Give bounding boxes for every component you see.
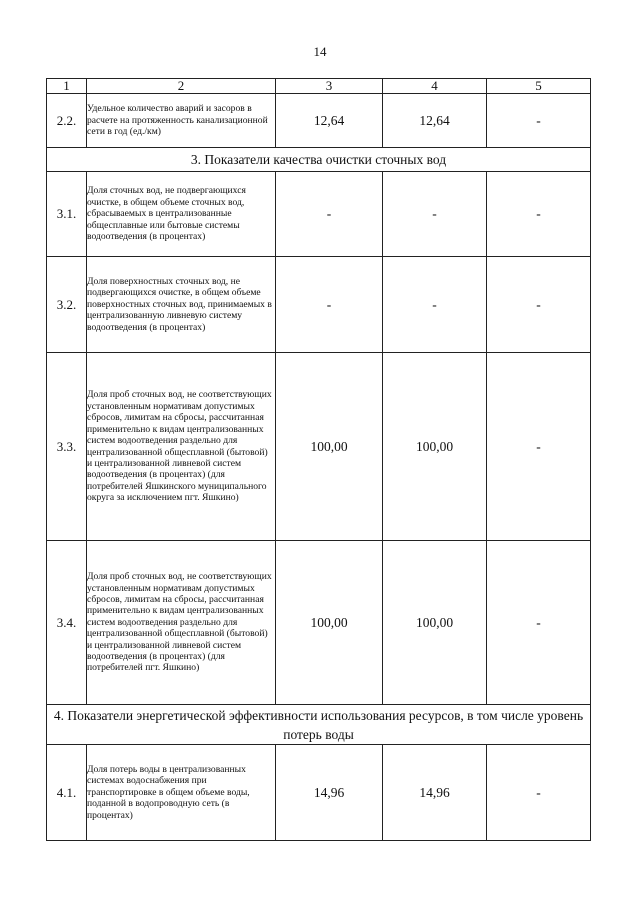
- indicators-table: [46, 78, 591, 841]
- indicator-name: Доля проб сточных вод, не соответствующих установленным нормативам допустимых сбросов, лимитам на сбросы, рассчитанная применительно к видам централизованных систем водоотведения раздельно для централизованной общесплавной (бытовой) и централизованной ливневой систем водоотведения (в процентах) (для потребителей Яшкинского муниципального округа за исключением пгт. Яшкино): [87, 353, 276, 541]
- row-number: 3.2.: [47, 257, 87, 353]
- indicator-name: Доля поверхностных сточных вод, не подвергающихся очистке, в общем объеме поверхностных сточных вод, принимаемых в централизованную ливневую систему водоотведения (в процентах): [87, 257, 276, 353]
- table-row-4-1: [47, 745, 591, 841]
- header-cell-5: 5: [487, 79, 591, 94]
- value-col-4: 14,96: [383, 745, 487, 841]
- value-col-3: 12,64: [276, 94, 383, 148]
- value-col-3: 100,00: [276, 353, 383, 541]
- header-cell-3: 3: [276, 79, 383, 94]
- value-col-3: 100,00: [276, 541, 383, 705]
- value-col-4: 100,00: [383, 541, 487, 705]
- row-number: 2.2.: [47, 94, 87, 148]
- section-row-4: [47, 705, 591, 745]
- value-col-4: 100,00: [383, 353, 487, 541]
- value-col-5: -: [487, 541, 591, 705]
- section-title: 4. Показатели энергетической эффективности использования ресурсов, в том числе уровень потерь воды: [47, 705, 591, 745]
- value-col-3: -: [276, 172, 383, 257]
- header-cell-2: 2: [87, 79, 276, 94]
- indicator-name: Доля проб сточных вод, не соответствующих установленным нормативам допустимых сбросов, лимитам на сбросы, рассчитанная применительно к видам централизованных систем водоотведения раздельно для централизованной общесплавной (бытовой) и централизованной ливневой систем водоотведения (в процентах) (для потребителей пгт. Яшкино): [87, 541, 276, 705]
- row-number: 3.4.: [47, 541, 87, 705]
- header-cell-1: 1: [47, 79, 87, 94]
- table-row-3-2: [47, 257, 591, 353]
- value-col-3: -: [276, 257, 383, 353]
- value-col-3: 14,96: [276, 745, 383, 841]
- value-col-4: -: [383, 257, 487, 353]
- value-col-5: -: [487, 172, 591, 257]
- value-col-4: -: [383, 172, 487, 257]
- table-header-row: [47, 79, 591, 94]
- table-row-3-1: [47, 172, 591, 257]
- page-number: 14: [313, 44, 327, 59]
- row-number: 4.1.: [47, 745, 87, 841]
- table-row-3-3: [47, 353, 591, 541]
- table-row-3-4: [47, 541, 591, 705]
- row-number: 3.3.: [47, 353, 87, 541]
- value-col-5: -: [487, 94, 591, 148]
- value-col-5: -: [487, 745, 591, 841]
- table-row-2-2: [47, 94, 591, 148]
- indicator-name: Удельное количество аварий и засоров в расчете на протяженность канализационной сети в год (ед./км): [87, 94, 276, 148]
- section-row-3: [47, 148, 591, 172]
- section-title: 3. Показатели качества очистки сточных вод: [47, 148, 591, 172]
- header-cell-4: 4: [383, 79, 487, 94]
- row-number: 3.1.: [47, 172, 87, 257]
- value-col-5: -: [487, 257, 591, 353]
- value-col-4: 12,64: [383, 94, 487, 148]
- indicator-name: Доля сточных вод, не подвергающихся очистке, в общем объеме сточных вод, сбрасываемых в централизованные общесплавные или бытовые системы водоотведения (в процентах): [87, 172, 276, 257]
- value-col-5: -: [487, 353, 591, 541]
- indicator-name: Доля потерь воды в централизованных системах водоснабжения при транспортировке в общем объеме воды, поданной в водопроводную сеть (в процентах): [87, 745, 276, 841]
